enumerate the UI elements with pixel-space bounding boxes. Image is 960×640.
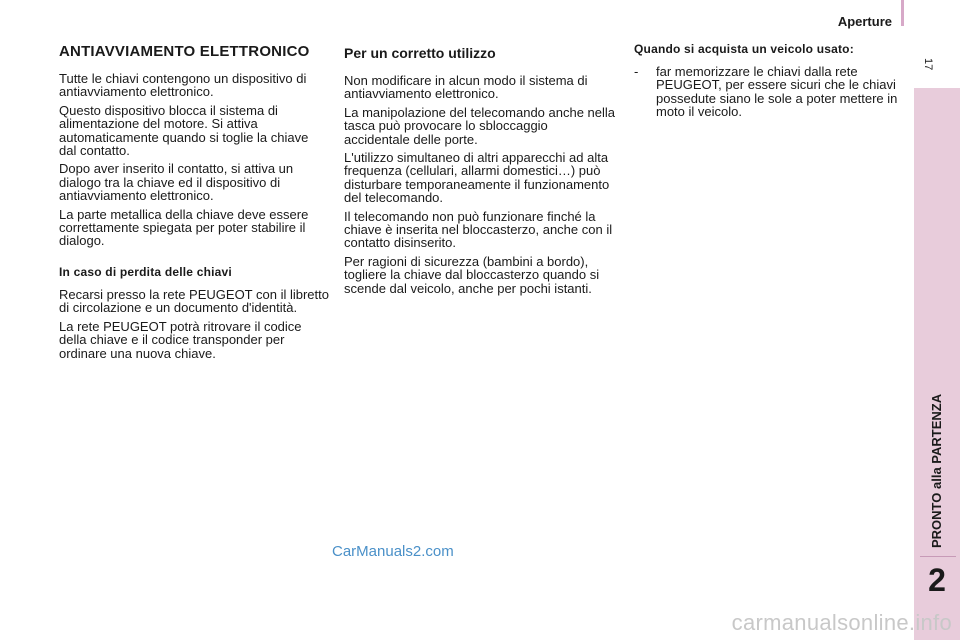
- chapter-tab: [914, 88, 960, 640]
- list-item: [634, 65, 902, 119]
- bullet-dash: -: [634, 64, 639, 79]
- paragraph: Recarsi presso la rete PEUGEOT con il libretto di circolazione e un documento d'identità.: [59, 286, 329, 316]
- subheading-perdita-chiavi: In caso di perdita delle chiavi: [59, 264, 232, 279]
- paragraph: L'utilizzo simultaneo di altri apparecchi ad alta frequenza (cellulari, allarmi domestici…) può disturbare temporaneamente il funzionamento del telecomando.: [344, 150, 610, 206]
- column-right: [634, 42, 902, 119]
- chapter-number: 2: [928, 562, 946, 598]
- watermark-link[interactable]: CarManuals2.com: [332, 543, 454, 560]
- column-middle: [344, 42, 616, 300]
- footer-watermark: carmanualsonline.info: [731, 610, 952, 635]
- paragraph: Tutte le chiavi contengono un dispositivo di antiavviamento elettronico.: [59, 71, 307, 100]
- paragraph: Non modificare in alcun modo il sistema di antiavviamento elettronico.: [344, 73, 588, 102]
- paragraph: Dopo aver inserito il contatto, si attiva un dialogo tra la chiave ed il dispositivo di antiavviamento elettronico.: [59, 161, 294, 204]
- heading-corretto-utilizzo: Per un corretto utilizzo: [344, 45, 496, 61]
- paragraph: La rete PEUGEOT potrà ritrovare il codice della chiave e il codice transponder per ordinare una nuova chiave.: [59, 318, 302, 361]
- heading-antiavviamento: ANTIAVVIAMENTO ELETTRONICO: [59, 43, 310, 60]
- paragraph: La parte metallica della chiave deve essere correttamente spiegata per poter stabilire il dialogo.: [59, 206, 309, 249]
- page-number: 17: [922, 58, 934, 71]
- section-title: Aperture: [837, 14, 892, 29]
- chapter-tab-top: [914, 0, 960, 88]
- subheading-veicolo-usato: Quando si acquista un veicolo usato:: [634, 42, 854, 56]
- tab-divider: [920, 556, 956, 557]
- paragraph: Il telecomando non può funzionare finché la chiave è inserita nel bloccasterzo, anche con il contatto disinserito.: [344, 208, 613, 251]
- bullet-text: far memorizzare le chiavi dalla rete PEUGEOT, per essere sicuri che le chiavi possedute siano le sole a poter mettere in moto il veicolo.: [656, 64, 898, 120]
- column-left: [59, 42, 329, 365]
- paragraph: Per ragioni di sicurezza (bambini a bordo), togliere la chiave dal bloccasterzo quando si scende dal veicolo, anche per pochi istanti.: [344, 253, 600, 296]
- paragraph: Questo dispositivo blocca il sistema di alimentazione del motore. Si attiva automaticamente quando si toglie la chiave dal contatto.: [59, 102, 309, 159]
- header-accent-bar: [901, 0, 904, 26]
- chapter-label-text: PRONTO alla PARTENZA: [929, 393, 944, 548]
- paragraph: La manipolazione del telecomando anche nella tasca può provocare lo sbloccaggio accidentale delle porte.: [344, 104, 616, 147]
